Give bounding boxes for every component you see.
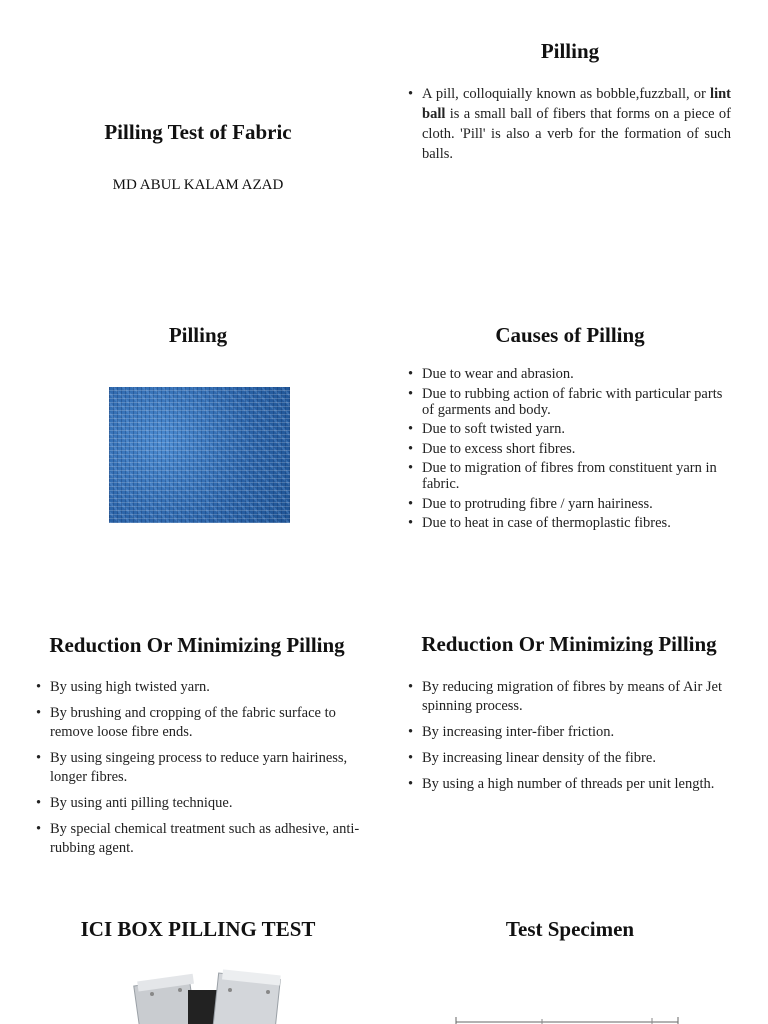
list-item: • Due to protruding fibre / yarn hairiness. <box>406 496 731 512</box>
slide2-text-bold: lint ball <box>422 86 731 122</box>
list-item: • By brushing and cropping of the fabric surface to remove loose fibre ends. <box>34 704 360 742</box>
pilling-tester-image <box>128 960 298 1024</box>
list-item: • Due to rubbing action of fabric with particular parts of garments and body. <box>406 386 731 418</box>
list-item: • By using singeing process to reduce yarn hairiness, longer fibres. <box>34 749 360 787</box>
slide2-title: Pilling <box>540 39 600 63</box>
slide3-title: Pilling <box>168 323 228 347</box>
list-item: • By using high twisted yarn. <box>34 678 360 697</box>
fabric-image <box>109 387 290 523</box>
list-item: • Due to heat in case of thermoplastic fibres. <box>406 515 731 531</box>
slide2-bullets <box>406 84 731 168</box>
list-item: • By special chemical treatment such as adhesive, anti-rubbing agent. <box>34 820 360 858</box>
specimen-diagram <box>452 1012 682 1024</box>
list-item: • Due to soft twisted yarn. <box>406 421 731 437</box>
slide2-text-after: is a small ball of fibers that forms on a piece of cloth. 'Pill' is also a verb for the formation of such balls. <box>422 106 731 162</box>
slide4-title: Causes of Pilling <box>495 323 645 347</box>
list-item: • By increasing inter-fiber friction. <box>406 723 731 742</box>
slide4-bullets <box>406 366 731 535</box>
list-item: • By using anti pilling technique. <box>34 794 360 813</box>
list-item: • Due to excess short fibres. <box>406 441 731 457</box>
slide2-text-before: A pill, colloquially known as bobble,fuzzball, or <box>422 86 711 102</box>
list-item: • By increasing linear density of the fibre. <box>406 749 731 768</box>
list-item: • By using a high number of threads per unit length. <box>406 775 731 794</box>
slide5-bullets <box>34 678 360 865</box>
slide7-title: ICI BOX PILLING TEST <box>80 917 316 941</box>
slide6-bullets <box>406 678 731 801</box>
slide1-title: Pilling Test of Fabric <box>104 120 292 144</box>
list-item: • Due to migration of fibres from constituent yarn in fabric. <box>406 460 731 492</box>
list-item: • Due to wear and abrasion. <box>406 366 731 382</box>
slide8-title: Test Specimen <box>505 917 635 941</box>
list-item: • By reducing migration of fibres by means of Air Jet spinning process. <box>406 678 731 716</box>
slide2-bullet <box>406 84 731 164</box>
slide5-title: Reduction Or Minimizing Pilling <box>49 633 345 657</box>
slide6-title: Reduction Or Minimizing Pilling <box>421 632 717 656</box>
slide1-author: MD ABUL KALAM AZAD <box>112 177 284 193</box>
